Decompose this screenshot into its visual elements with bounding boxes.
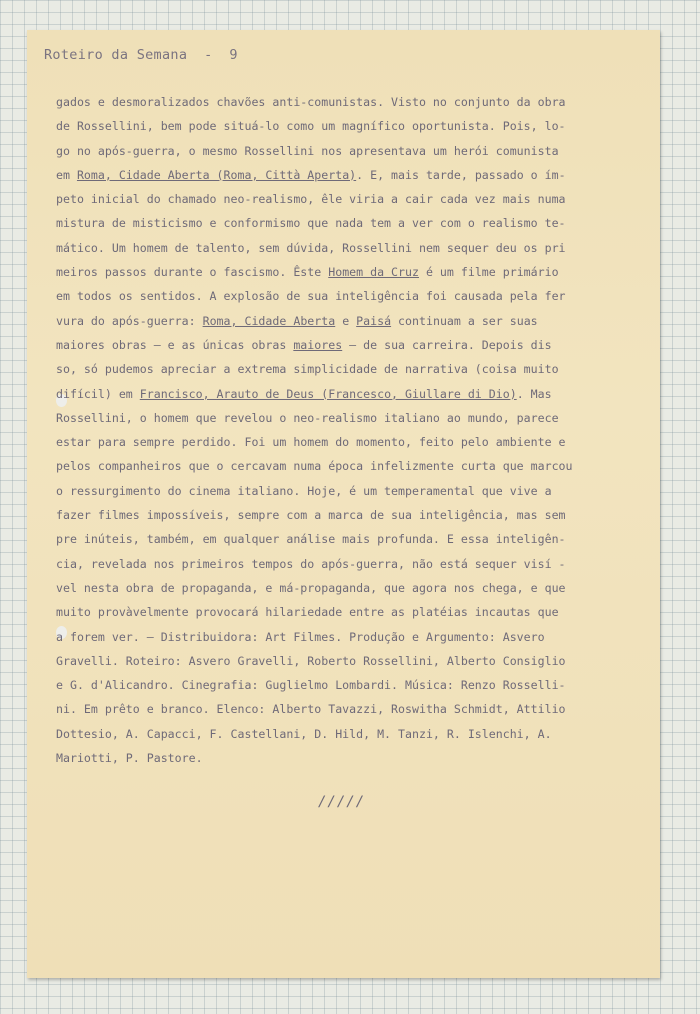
end-mark: ///// — [318, 794, 366, 810]
text-line — [56, 600, 656, 624]
film-title: maiores — [293, 337, 343, 352]
text-segment: ni. Em prêto e branco. Elenco: Alberto Tavazzi, Roswitha Schmidt, Attilio — [56, 702, 566, 717]
text-segment: de Rossellini, bem pode situá-lo como um magnífico oportunista. Pois, lo- — [56, 119, 566, 134]
text-line — [56, 114, 656, 138]
text-segment: pre inúteis, também, em qualquer análise mais profunda. E essa inteligên- — [56, 532, 566, 547]
text-segment: Mariotti, P. Pastore. — [56, 751, 203, 766]
text-segment: e G. d'Alicandro. Cinegrafia: Guglielmo Lombardi. Música: Renzo Rosselli- — [56, 678, 566, 693]
text-segment: peto inicial do chamado neo-realismo, êle viria a cair cada vez mais numa — [56, 192, 566, 207]
text-line — [56, 552, 656, 576]
text-segment: difícil) em — [56, 386, 140, 401]
text-line — [56, 576, 656, 600]
text-segment: em todos os sentidos. A explosão de sua inteligência foi causada pela fer — [56, 289, 566, 304]
text-segment: o ressurgimento do cinema italiano. Hoje, é um temperamental que vive a — [56, 483, 552, 498]
text-line — [56, 139, 656, 163]
text-segment: vel nesta obra de propaganda, e má-propaganda, que agora nos chega, e que — [56, 580, 566, 595]
text-segment: fazer filmes impossíveis, sempre com a marca de sua inteligência, mas sem — [56, 508, 566, 523]
text-line — [56, 649, 656, 673]
film-title: Roma, Cidade Aberta — [202, 313, 336, 328]
text-line — [56, 236, 656, 260]
text-line — [56, 309, 656, 333]
text-segment: é um filme primário — [418, 265, 559, 280]
text-segment: meiros passos durante o fascismo. Êste — [56, 265, 329, 280]
text-segment: Gravelli. Roteiro: Asvero Gravelli, Roberto Rossellini, Alberto Consiglio — [56, 653, 566, 668]
text-line — [56, 430, 656, 454]
text-segment: Rossellini, o homem que revelou o neo-realismo italiano ao mundo, parece — [56, 410, 559, 425]
text-line — [56, 527, 656, 551]
page-header: Roteiro da Semana - 9 — [44, 47, 238, 63]
text-segment: e — [335, 313, 357, 328]
film-title: Roma, Cidade Aberta (Roma, Città Aperta) — [76, 167, 357, 182]
text-segment: Dottesio, A. Capacci, F. Castellani, D. Hild, M. Tanzi, R. Islenchi, A. — [56, 726, 552, 741]
text-segment: continuam a ser suas — [391, 313, 538, 328]
text-segment: mático. Um homem de talento, sem dúvida, Rossellini nem sequer deu os pri — [56, 240, 566, 255]
text-line — [56, 746, 656, 770]
review-text — [56, 90, 656, 770]
text-line — [56, 260, 656, 284]
text-line — [56, 333, 656, 357]
text-segment: . E, mais tarde, passado o ím- — [356, 167, 566, 182]
text-line — [56, 697, 656, 721]
text-line — [56, 722, 656, 746]
text-line — [56, 625, 656, 649]
text-line — [56, 90, 656, 114]
text-segment: pelos companheiros que o cercavam numa época infelizmente curta que marcou — [56, 459, 573, 474]
text-line — [56, 211, 656, 235]
text-segment: go no após-guerra, o mesmo Rossellini nos apresentava um herói comunista — [56, 143, 559, 158]
film-title: Francisco, Arauto de Deus (Francesco, Giullare di Dio) — [139, 386, 517, 401]
text-segment: a forem ver. — Distribuidora: Art Filmes. Produção e Argumento: Asvero — [56, 629, 545, 644]
text-line — [56, 479, 656, 503]
text-segment: cia, revelada nos primeiros tempos do após-guerra, não está sequer visí - — [56, 556, 566, 571]
text-segment: estar para sempre perdido. Foi um homem do momento, feito pelo ambiente e — [56, 435, 566, 450]
text-segment: gados e desmoralizados chavões anti-comunistas. Visto no conjunto da obra — [56, 95, 566, 109]
text-line — [56, 406, 656, 430]
text-segment: — de sua carreira. Depois dis — [342, 337, 552, 352]
text-line — [56, 503, 656, 527]
text-segment: muito provàvelmente provocará hilariedade entre as platéias incautas que — [56, 605, 559, 620]
text-line — [56, 284, 656, 308]
text-segment: . Mas — [516, 386, 552, 401]
text-line — [56, 673, 656, 697]
text-line — [56, 357, 656, 381]
film-title: Paisá — [356, 313, 392, 328]
film-title: Homem da Cruz — [328, 265, 419, 280]
text-line — [56, 163, 656, 187]
text-segment: mistura de misticismo e conformismo que nada tem a ver com o realismo te- — [56, 216, 566, 231]
text-segment: so, só pudemos apreciar a extrema simplicidade de narrativa (coisa muito — [56, 362, 559, 377]
text-segment: em — [56, 167, 77, 182]
text-line — [56, 382, 656, 406]
text-segment: vura do após-guerra: — [56, 313, 203, 328]
text-line — [56, 187, 656, 211]
text-segment: maiores obras — e as únicas obras — [56, 337, 294, 352]
text-line — [56, 454, 656, 478]
